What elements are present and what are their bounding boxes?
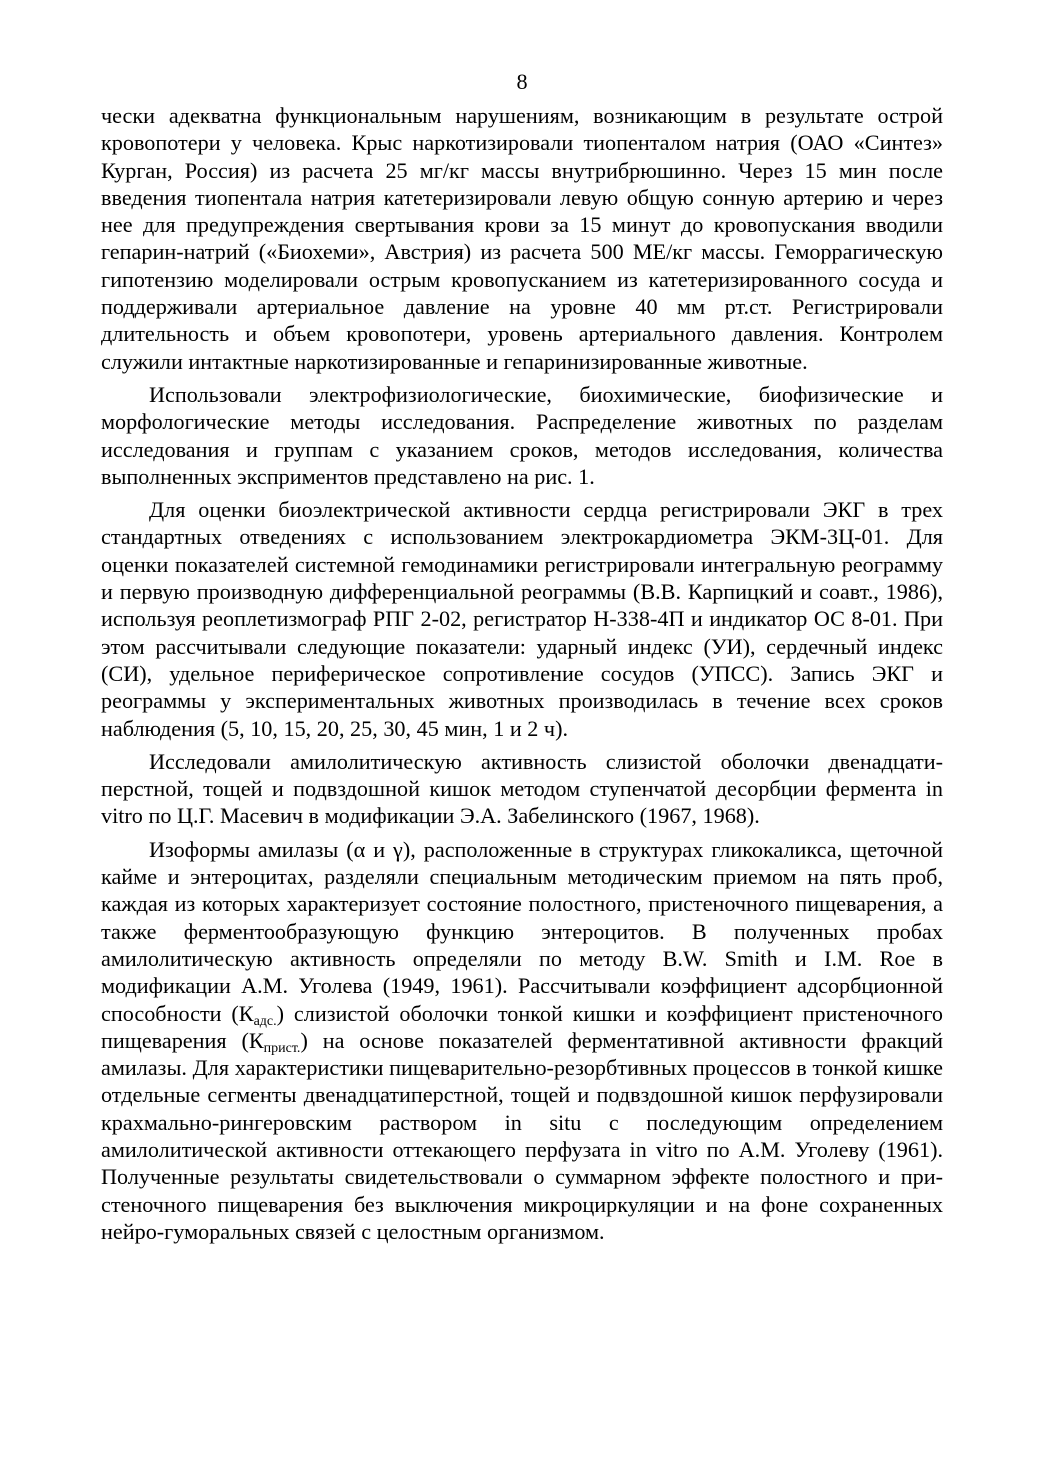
body-text: [101, 102, 943, 1245]
paragraph-text: Для оценки биоэлектрической активности сердца регистрировали ЭКГ в трех стандартных отведениях с использованием электрокардиометра ЭКМ-3Ц-01. Для оценки показателей системной гемодинамики регистрировали интегральную реограмму и первую производную дифференциальной реограммы (В.В. Карпицкий и соавт., 1986), используя реоплетизмограф РПГ 2-02, регистратор Н-338-4П и индикатор ОС 8-01. При этом рассчитывали следующие показатели: ударный индекс (УИ), сердечный индекс (СИ), удельное периферическое сопротивление сосудов (УПСС). Запись ЭКГ и реограммы у экспериментальных животных производилась в течение всех сроков наблюдения (5, 10, 15, 20, 25, 30, 45 мин, 1 и 2 ч).: [101, 497, 943, 741]
paragraph: [101, 381, 943, 490]
page-number: 8: [516, 69, 528, 94]
paragraph-text: ) на основе показателей ферментативной активности фракций амилазы. Для характеристики пищеварительно-резорбтивных процессов в тонкой кишке отдельные сегменты двенадцатиперстной, тощей и подвздошной кишок перфузировали крахмально-рингеровским раствором in situ с последующим определением амилолитической активности оттекающего перфузата in vitro по А.М. Уголеву (1961). Полученные результаты свидетельствовали о суммарном эффекте полостного и пристеночного пищеварения без выключения микроциркуляции и на фоне сохраненных нейро-гуморальных связей с целостным организмом.: [101, 1027, 943, 1244]
paragraph-text: чески адекватна функциональным нарушениям, возникающим в результате острой кровопотери у человека. Крыс наркотизировали тиопенталом натрия (ОАО «Синтез» Курган, Россия) из расчета 25 мг/кг массы внутрибрюшинно. Через 15 мин после введения тиопентала натрия катетеризировали левую общую сонную артерию и через нее для предупреждения свертывания крови за 15 минут до кровопускания вводили гепарин-натрий («Биохеми», Австрия) из расчета 500 МЕ/кг массы. Геморрагическую гипотензию моделировали острым кровопусканием из катетеризированного сосуда и поддерживали артериальное давление на уровне 40 мм рт.ст. Регистрировали длительность и объем кровопотери, уровень артериального давления. Контролем служили интактные наркотизированные и гепаринизированные животные.: [101, 103, 943, 374]
subscript: прист.: [263, 1040, 301, 1056]
paragraph: [101, 496, 943, 742]
paragraph: [101, 836, 943, 1245]
paragraph-text: ) слизистой оболочки тонкой кишки и коэффициент пристеночного пищеварения (К: [101, 1000, 943, 1053]
document-page: [101, 68, 943, 1245]
paragraph: [101, 748, 943, 830]
paragraph-text: Использовали электрофизиологические, биохимические, биофизические и морфологические методы исследования. Распределение животных по разделам исследования и группам с указанием сроков, методов исследования, количества выполненных эксприментов представлено на рис. 1.: [101, 381, 943, 489]
paragraph-text: Исследовали амилолитическую активность слизистой оболочки двенадцатиперстной, тощей и подвздошной кишок методом ступенчатой десорбции фермента in vitro по Ц.Г. Масевич в модификации Э.А. Забелинского (1967, 1968).: [101, 748, 943, 829]
subscript: адс.: [253, 1013, 277, 1029]
paragraph: [101, 102, 943, 375]
paragraph-text: Изоформы амилазы (α и γ), расположенные в структурах гликокаликса, щеточной кайме и энтероцитах, разделяли специальным методическим приемом на пять проб, каждая из которых характеризует состояние полостного, пристеночного пищеварения, а также ферментообразующую функцию энтероцитов. В полученных пробах амилолитическую активность определяли по методу B.W. Smith и I.M. Roe в модификации А.М. Уголева (1949, 1961). Рассчитывали коэффициент адсорбционной способности (К: [101, 836, 943, 1026]
